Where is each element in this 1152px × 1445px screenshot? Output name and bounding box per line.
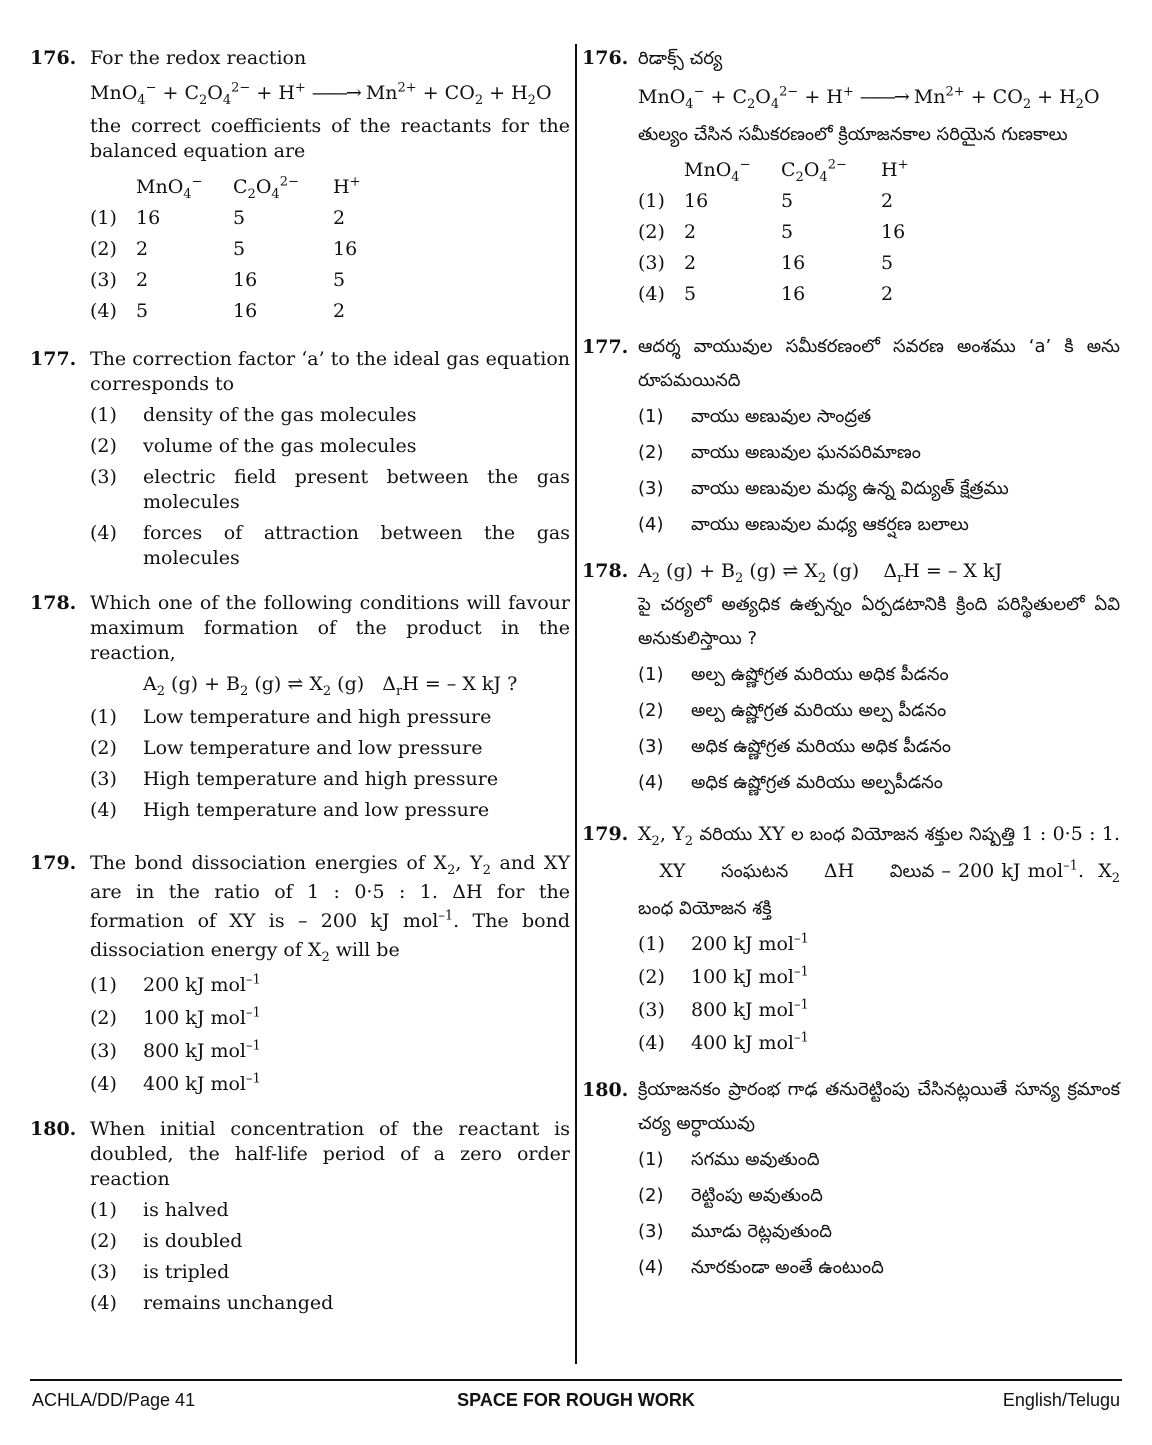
option-3[interactable] [638,730,1120,764]
question-number: 180. [30,1118,77,1140]
coef-h: 5 [881,252,894,274]
question-177 [30,347,570,571]
header-mno4: MnO$_4$− [684,157,751,185]
question-177-te [582,330,1120,542]
option-number: (2) [90,238,117,260]
language-label: English/Telugu [1002,1390,1120,1410]
option-text: వాయు అణువుల సాంద్రత [691,406,872,427]
option-2[interactable] [90,1229,570,1254]
coef-h: 16 [333,238,358,260]
option-4[interactable] [638,508,1120,542]
option-text: వాయు అణువుల మధ్య ఉన్న విద్యుత్ క్షేత్రము [691,478,1009,499]
table-row [638,248,941,279]
option-number: (1) [638,190,665,212]
option-text: electric field present between the gas molecules [143,466,570,513]
option-2[interactable] [638,436,1120,470]
coef-mno4: 2 [136,238,149,260]
option-number: (4) [90,300,117,322]
option-number: (3) [638,736,664,757]
option-number: (2) [638,700,664,721]
option-2[interactable] [638,1179,1120,1213]
option-text: 400 kJ mol [143,1073,247,1095]
option-number: (4) [638,283,665,305]
redox-equation: $MnO_4^- + C_2O_4^{2-} + H^+$ ——→ $Mn^{2+} + CO_2 + H_2O$ [90,80,552,108]
option-number: (2) [638,1185,664,1206]
question-number: 177. [582,336,629,358]
option-number: (1) [90,706,117,728]
option-text: 800 kJ mol [143,1040,247,1062]
option-2[interactable] [638,694,1120,728]
question-text: The correction factor ‘a’ to the ideal gas equation corresponds to [90,348,570,395]
rough-work-label: SPACE FOR ROUGH WORK [457,1390,695,1410]
option-number: (2) [90,435,117,457]
option-number: (3) [90,768,117,790]
question-text: పై చర్యలో అత్యధిక ఉత్పన్నం ఏర్పడటానికి క్రింది పరిస్థితులలో ఏవి అనుకులిస్తాయి ? [638,594,1120,649]
coef-c2o4: 16 [781,252,806,274]
option-text: వాయు అణువుల మధ్య ఆకర్షణ బలాలు [691,514,969,535]
option-1[interactable] [90,1198,570,1223]
coef-c2o4: 16 [781,283,806,305]
option-number: (4) [638,514,664,535]
option-1[interactable]: (1) 200 kJ mol$^{-1}$ [638,929,1120,960]
option-number: (1) [90,1199,117,1221]
coef-h: 5 [333,269,346,291]
option-number: (3) [90,466,117,488]
question-number: 178. [30,592,77,614]
option-number: (4) [90,1292,117,1314]
option-text: is halved [143,1199,229,1221]
option-1[interactable] [90,705,570,730]
header-c2o4: $C_2O_4^{2-}$ [781,157,847,185]
option-number: (1) [638,406,664,427]
header-h: H+ [881,157,909,181]
table-row [90,265,393,296]
option-1[interactable] [90,403,570,428]
redox-equation: $MnO_4^- + C_2O_4^{2-} + H^+$ ——→ $Mn^{2+} + CO_2 + H_2O$ [638,84,1100,112]
option-text: is doubled [143,1230,243,1252]
option-text: volume of the gas molecules [143,435,417,457]
option-text: సగము అవుతుంది [691,1149,820,1170]
question-text: Which one of the following conditions will favour maximum formation of the product in the reaction, [90,592,570,664]
option-number: (1) [90,974,117,996]
option-3[interactable]: (3) 800 kJ mol$^{-1}$ [638,995,1120,1026]
header-mno4: MnO$_4$− [136,174,203,202]
option-1[interactable]: (1) 200 kJ mol$^{-1}$ [90,972,261,996]
coef-mno4: 5 [684,283,697,305]
option-number: (1) [638,664,664,685]
option-number: (4) [90,1073,117,1095]
option-2[interactable] [90,434,570,459]
option-text: 200 kJ mol [143,974,247,996]
option-text: High temperature and low pressure [143,799,490,821]
table-row [638,186,941,217]
option-text: Low temperature and low pressure [143,737,483,759]
telugu-column [582,46,1120,1305]
option-text: forces of attraction between the gas molecules [143,522,570,569]
option-number: (4) [90,522,117,544]
coef-mno4: 5 [136,300,149,322]
question-number: 178. [582,560,629,582]
option-text: అధిక ఉష్ణోగ్రత మరియు అధిక పీడనం [691,736,952,757]
option-number: (3) [638,999,665,1021]
coef-h: 2 [881,190,894,212]
option-4[interactable]: (4) 400 kJ mol$^{-1}$ [638,1028,1120,1059]
option-4[interactable] [90,1291,570,1316]
option-text: రెట్టింపు అవుతుంది [691,1185,823,1206]
option-number: (2) [638,966,665,988]
question-number: 176. [582,47,629,69]
question-text: ఆదర్శ వాయువుల సమీకరణంలో సవరణ అంశము ‘a’ కి అను రూపమయినది [638,336,1120,391]
option-text: అల్ప ఉష్ణోగ్రత మరియు అల్ప పీడనం [691,700,947,721]
option-number: (1) [638,933,665,955]
option-text: 200 kJ mol [691,933,795,955]
option-number: (1) [638,1149,664,1170]
table-row [90,296,393,327]
option-4[interactable] [90,798,570,823]
footer-rule [30,1379,1122,1381]
option-text: అధిక ఉష్ణోగ్రత మరియు అల్పపీడనం [691,772,943,793]
option-text: is tripled [143,1261,230,1283]
option-number: (4) [638,772,664,793]
header-c2o4: $C_2O_4^{2-}$ [233,174,299,202]
question-179 [30,849,570,1097]
coef-c2o4: 16 [233,269,258,291]
option-1[interactable] [638,658,1120,692]
option-text: అల్ప ఉష్ణోగ్రత మరియు అధిక పీడనం [691,664,949,685]
option-number: (4) [638,1257,664,1278]
coef-h: 2 [881,283,894,305]
question-number: 180. [582,1079,629,1101]
question-180-te [582,1073,1120,1285]
table-header-row [90,172,393,203]
option-text: 100 kJ mol [691,966,795,988]
option-number: (4) [90,799,117,821]
question-180 [30,1117,570,1316]
table-row [90,203,393,234]
question-text: తుల్యం చేసిన సమీకరణంలో క్రియాజనకాల సరియైన గుణకాలు [638,124,1068,145]
option-text: 800 kJ mol [691,999,795,1021]
option-text: నూరకుండా అంతే ఉంటుంది [691,1257,884,1278]
option-number: (3) [90,269,117,291]
option-3[interactable]: (3) 800 kJ mol$^{-1}$ [90,1038,261,1062]
coefficient-table [90,172,393,327]
english-column [30,46,570,1336]
coef-h: 2 [333,207,346,229]
option-number: (3) [90,1040,117,1062]
table-row [638,279,941,310]
coef-h: 16 [881,221,906,243]
option-2[interactable] [90,736,570,761]
option-number: (3) [638,478,664,499]
question-text: The bond dissociation energies of $X_2$, $Y_2$ and XY are in the ratio of 1 : 0·5 : 1. ΔH for the formation of XY is – 200 kJ mol$^{-1}$. The bond dissociation energy of $X_2$ will be [90,852,571,965]
option-text: 400 kJ mol [691,1032,795,1054]
option-text: Low temperature and high pressure [143,706,492,728]
option-4[interactable]: (4) 400 kJ mol$^{-1}$ [90,1071,261,1095]
option-4[interactable] [638,1251,1120,1285]
option-number: (3) [90,1261,117,1283]
option-number: (1) [90,404,117,426]
coef-mno4: 16 [684,190,709,212]
option-text: 100 kJ mol [143,1007,247,1029]
coef-c2o4: 5 [233,238,246,260]
table-row [638,217,941,248]
question-178-te [582,554,1120,800]
option-3[interactable] [638,1215,1120,1249]
option-text: వాయు అణువుల ఘనపరిమాణం [691,442,921,463]
option-text: density of the gas molecules [143,404,417,426]
question-text: the correct coefficients of the reactants for the balanced equation are [90,115,570,162]
option-3[interactable] [90,1260,570,1285]
option-3[interactable] [638,472,1120,506]
option-number: (2) [90,737,117,759]
option-2[interactable]: (2) 100 kJ mol$^{-1}$ [638,962,1120,993]
option-text: మూడు రెట్లవుతుంది [691,1221,832,1242]
coef-mno4: 2 [684,221,697,243]
coef-h: 2 [333,300,346,322]
option-3[interactable] [90,767,570,792]
question-176-te [582,46,1120,310]
option-1[interactable] [638,400,1120,434]
coef-c2o4: 5 [781,190,794,212]
coef-c2o4: 5 [233,207,246,229]
option-4[interactable] [90,521,570,571]
coef-mno4: 2 [684,252,697,274]
question-176 [30,46,570,327]
question-number: 179. [30,852,77,874]
table-header-row [638,155,941,186]
question-number: 179. [582,823,629,845]
coefficient-table [638,155,941,310]
option-1[interactable] [638,1143,1120,1177]
option-2[interactable]: (2) 100 kJ mol$^{-1}$ [90,1005,261,1029]
question-text: క్రియాజనకం ప్రారంభ గాఢ తనురెట్టింపు చేసినట్లయితే సూన్య క్రమాంక చర్య అర్ధాయువు [638,1079,1120,1134]
equilibrium-equation: $A_2$ $(g) + B_2$ (g) ⇌ $X_2$ (g) $\Delta_rH$ = – X kJ ? [143,673,518,699]
equilibrium-equation: $A_2$ $(g) + B_2$ (g) ⇌ $X_2$ (g) $\Delta_rH$ = – X kJ [638,560,1003,586]
option-number: (3) [638,1221,664,1242]
option-number: (2) [90,1007,117,1029]
question-number: 177. [30,348,77,370]
coef-mno4: 16 [136,207,161,229]
coef-mno4: 2 [136,269,149,291]
table-row [90,234,393,265]
option-number: (2) [638,442,664,463]
question-intro: రిడాక్స్ చర్య [638,48,723,69]
question-178 [30,591,570,823]
option-number: (2) [638,221,665,243]
option-number: (1) [90,207,117,229]
coef-c2o4: 5 [781,221,794,243]
option-number: (3) [638,252,665,274]
question-text: $X_2$, $Y_2$ వరియు XY ల బంధ వియోజన శక్తుల నిష్పత్తి 1 : 0·5 : 1. XY సంఘటన ΔH విలువ – 200 kJ mol$^{-1}$. $X_2$ బంధ వియోజన శక్తి [638,823,1121,919]
coef-c2o4: 16 [233,300,258,322]
page-id: ACHLA/DD/Page 41 [32,1390,196,1410]
option-4[interactable] [638,766,1120,800]
column-divider [575,44,577,1364]
question-179-te [582,816,1120,1059]
option-3[interactable] [90,465,570,515]
option-number: (2) [90,1230,117,1252]
question-text: When initial concentration of the reactant is doubled, the half-life period of a zero order reaction [90,1118,570,1190]
question-number: 176. [30,47,77,69]
option-number: (4) [638,1032,665,1054]
header-h: H+ [333,174,361,198]
option-text: remains unchanged [143,1292,334,1314]
question-intro: For the redox reaction [90,47,307,69]
option-text: High temperature and high pressure [143,768,499,790]
